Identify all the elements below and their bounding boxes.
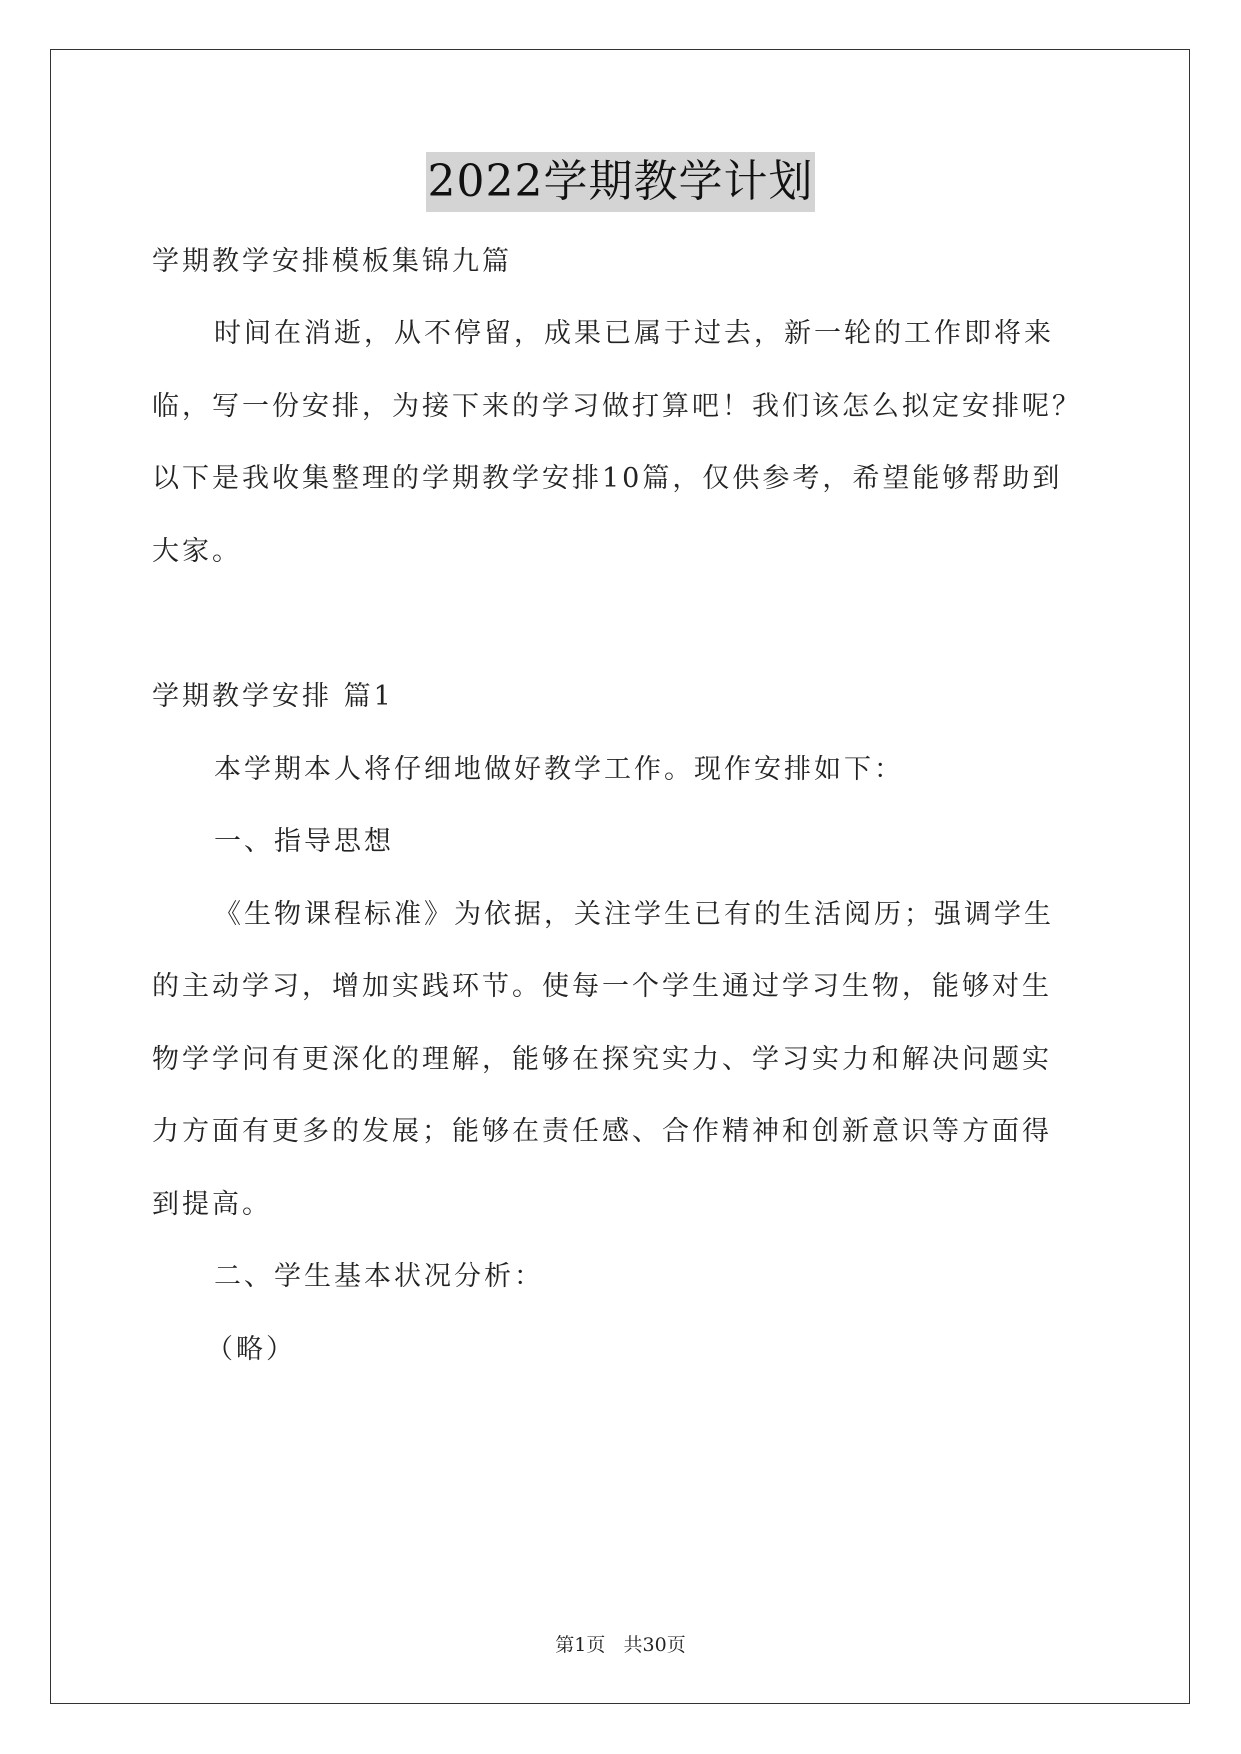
page-border [50,49,1190,1704]
title-container [0,152,1241,212]
paragraph-line: 物学学问有更深化的理解，能够在探究实力、学习实力和解决问题实 [152,1044,1052,1075]
document-title: 2022学期教学计划 [426,152,816,212]
page-number: 第1页 [555,1634,606,1656]
paragraph-line: 大家。 [152,536,242,567]
page-total: 共30页 [623,1634,686,1656]
section-heading: 学期教学安排 篇1 [152,681,394,712]
paragraph-line: 临，写一份安排，为接下来的学习做打算吧！我们该怎么拟定安排呢？ [152,391,1082,422]
paragraph-line: 《生物课程标准》为依据，关注学生已有的生活阅历；强调学生 [214,899,1054,930]
page-footer [0,1630,1241,1657]
paragraph-line: 以下是我收集整理的学期教学安排10篇，仅供参考，希望能够帮助到 [152,463,1063,494]
paragraph-line: 本学期本人将仔细地做好教学工作。现作安排如下： [214,754,904,785]
paragraph-line: 到提高。 [152,1189,272,1220]
subheading-line: 一、指导思想 [214,826,394,857]
subtitle-line: 学期教学安排模板集锦九篇 [152,246,512,277]
paragraph-line: 时间在消逝，从不停留，成果已属于过去，新一轮的工作即将来 [214,318,1054,349]
paragraph-line: 力方面有更多的发展；能够在责任感、合作精神和创新意识等方面得 [152,1116,1052,1147]
paragraph-line: （略） [206,1334,296,1365]
paragraph-line: 的主动学习，增加实践环节。使每一个学生通过学习生物，能够对生 [152,971,1052,1002]
subheading-line: 二、学生基本状况分析： [214,1261,544,1292]
